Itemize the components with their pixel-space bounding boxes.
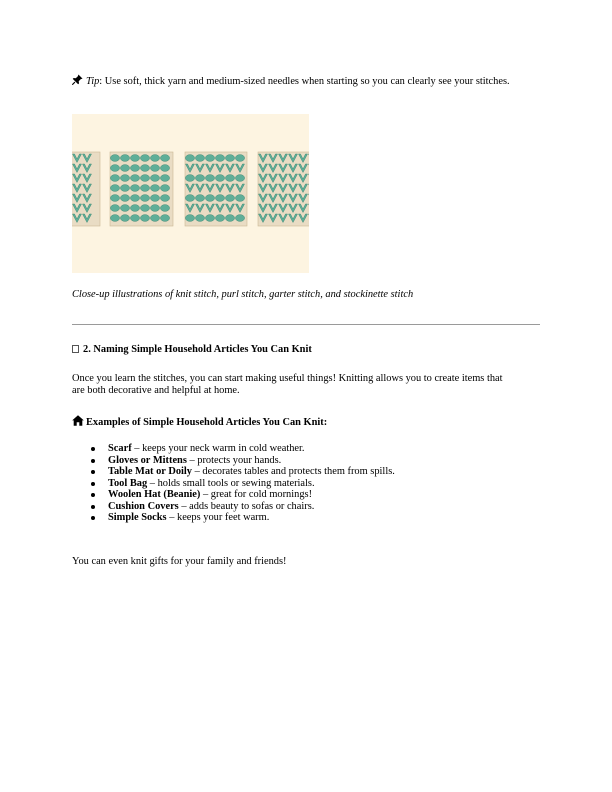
section-heading-text: 2. Naming Simple Household Articles You Can Knit <box>83 344 312 355</box>
stitch-illustration <box>72 114 309 273</box>
intro-paragraph: Once you learn the stitches, you can start making useful things! Knitting allows you to create items that are both decorative and helpful at home. <box>72 373 503 397</box>
list-item: Cushion Covers – adds beauty to sofas or chairs. <box>90 501 395 513</box>
pushpin-icon <box>72 74 83 85</box>
stitch-swatches <box>72 114 309 273</box>
tip-label: Tip <box>86 76 100 87</box>
section-heading <box>72 344 312 355</box>
articles-list <box>90 443 395 524</box>
tip-paragraph <box>72 74 540 88</box>
horizontal-rule <box>72 324 540 325</box>
list-item: Gloves or Mittens – protects your hands. <box>90 455 395 467</box>
examples-heading <box>72 415 327 428</box>
list-item: Table Mat or Doily – decorates tables and protects them from spills. <box>90 466 395 478</box>
closing-paragraph: You can even knit gifts for your family and friends! <box>72 556 287 567</box>
list-item: Simple Socks – keeps your feet warm. <box>90 512 395 524</box>
tip-text: : Use soft, thick yarn and medium-sized needles when starting so you can clearly see your stitches. <box>99 76 510 87</box>
checkbox-icon <box>72 345 79 353</box>
list-item: Scarf – keeps your neck warm in cold weather. <box>90 443 395 455</box>
examples-heading-text: Examples of Simple Household Articles You Can Knit: <box>86 417 328 428</box>
list-item: Tool Bag – holds small tools or sewing materials. <box>90 478 395 490</box>
figure-caption: Close-up illustrations of knit stitch, purl stitch, garter stitch, and stockinette stitch <box>72 289 414 300</box>
list-item: Woolen Hat (Beanie) – great for cold mornings! <box>90 489 395 501</box>
home-icon <box>72 415 84 426</box>
